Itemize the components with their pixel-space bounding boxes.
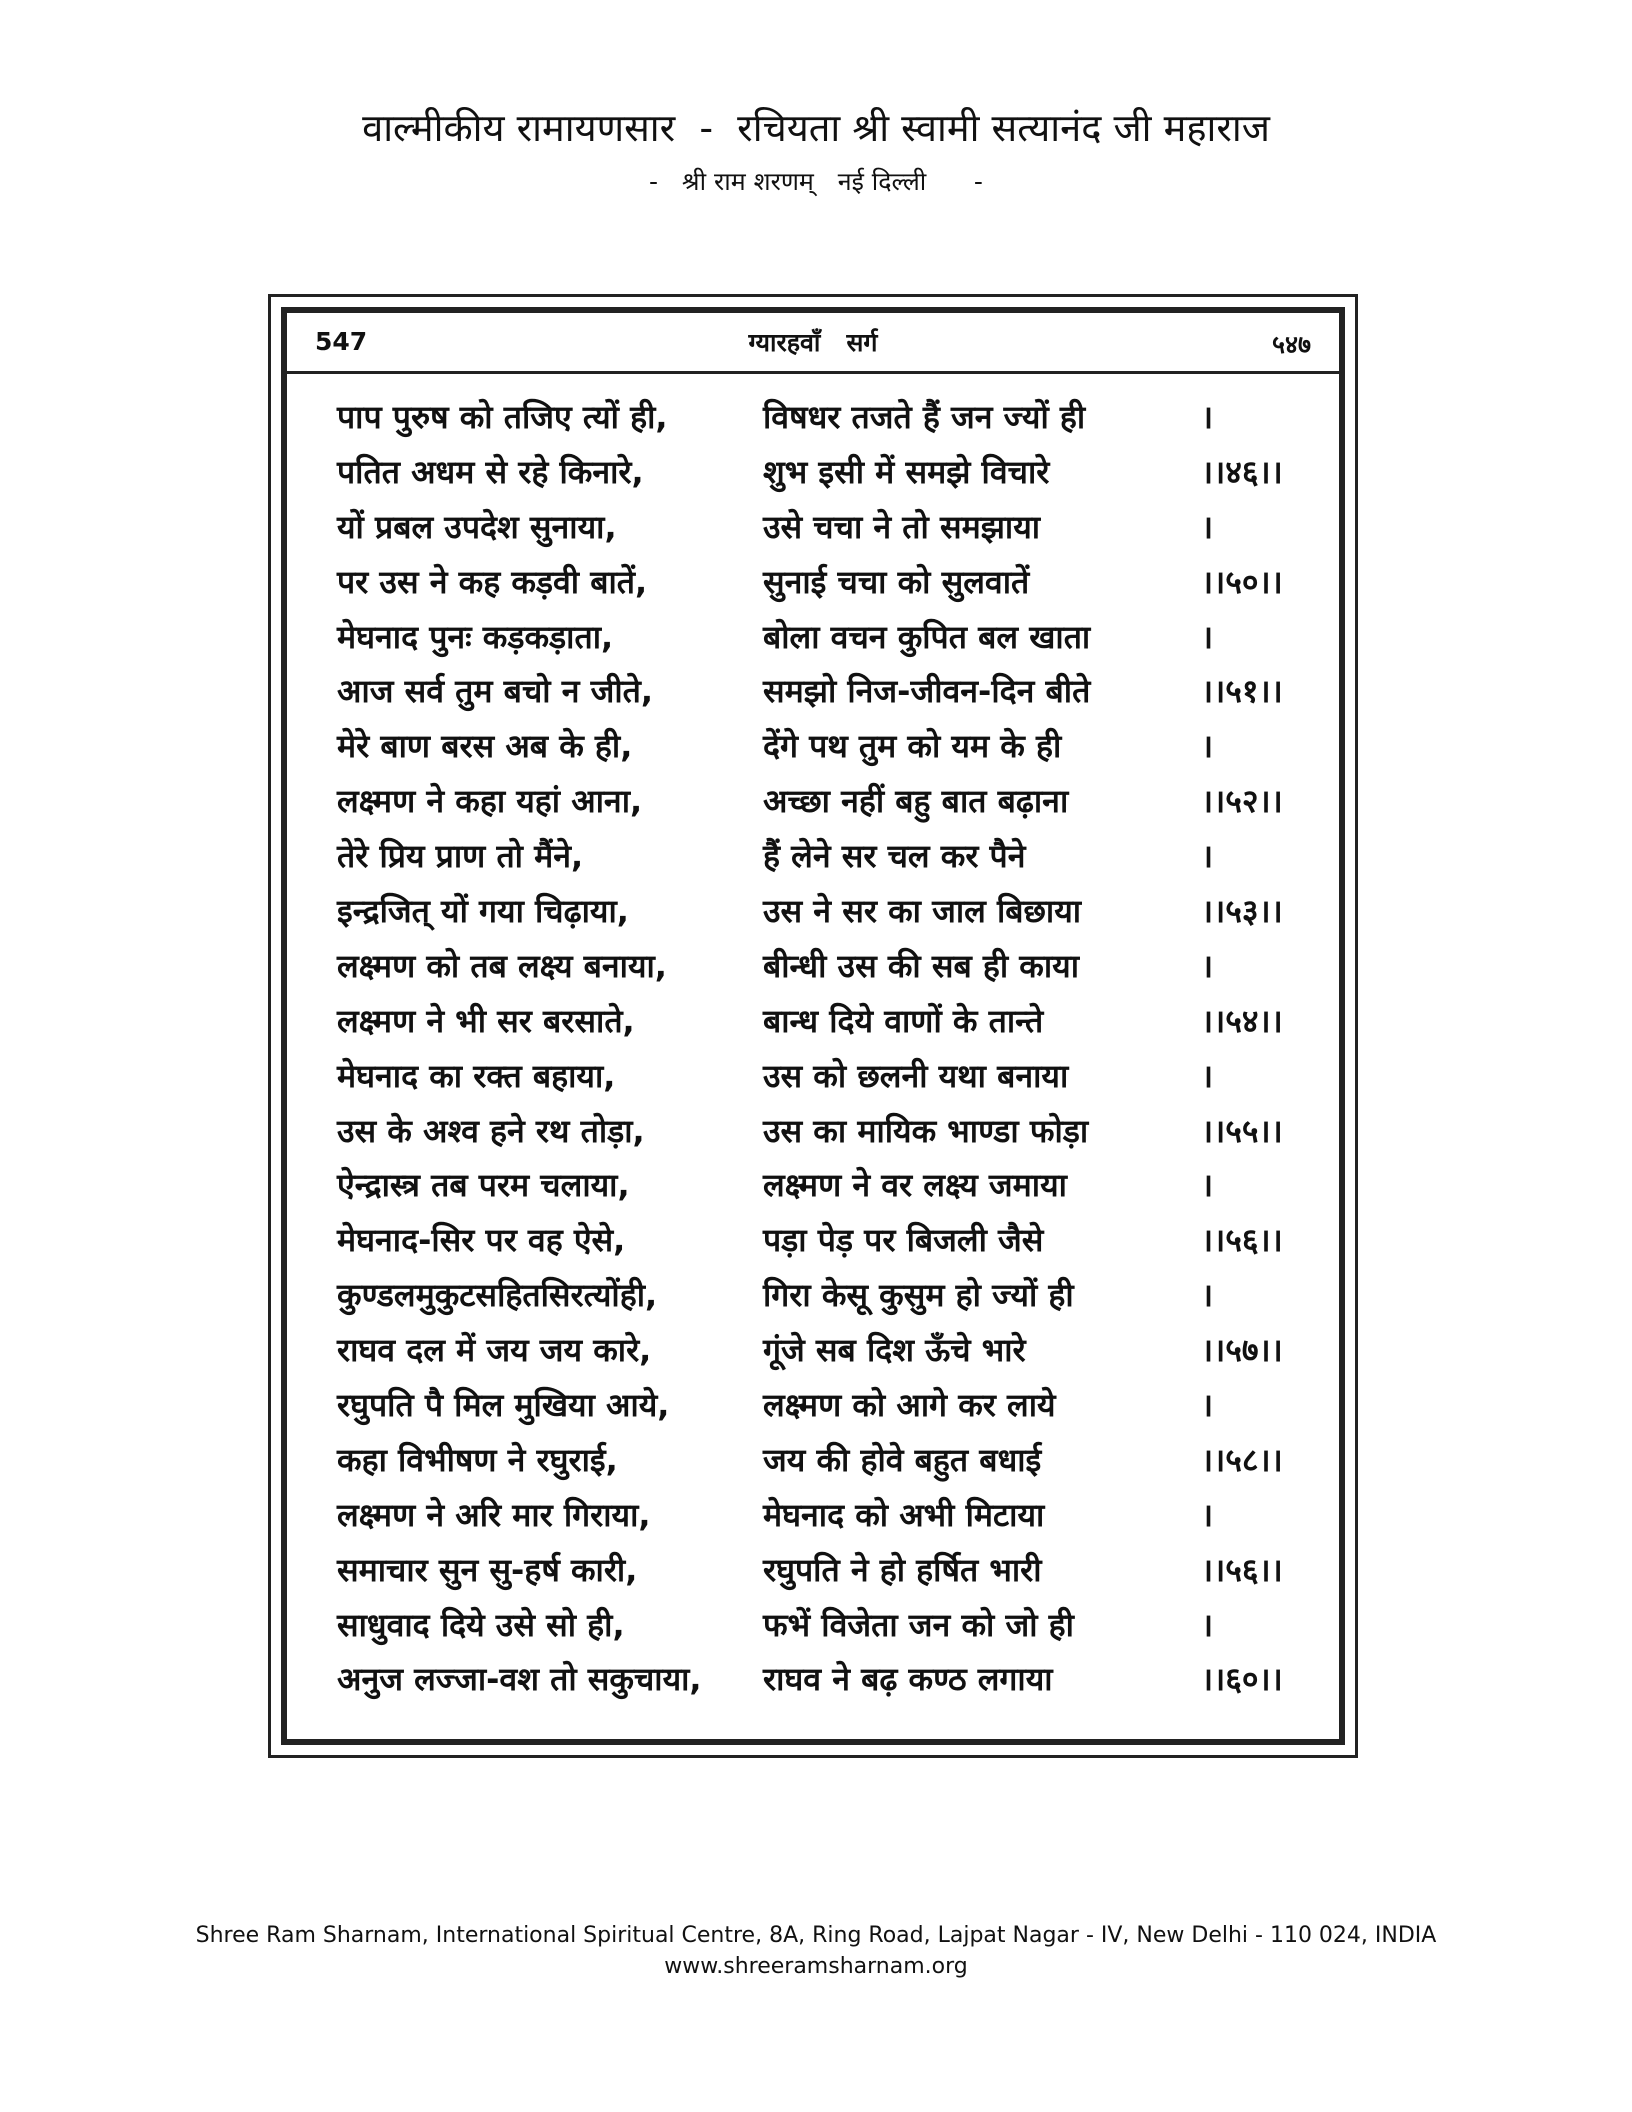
verse-marker: । [1201, 397, 1214, 436]
verse-line [337, 1651, 1333, 1706]
verse-line [337, 828, 1333, 883]
verse-marker: ।।५४।। [1201, 1001, 1283, 1040]
verse-first-half: लक्ष्मण ने भी सर बरसाते, [337, 1001, 635, 1040]
verse-line [337, 1157, 1333, 1212]
verse-first-half: लक्ष्मण ने अरि मार गिराया, [337, 1495, 651, 1534]
verse-marker: । [1201, 507, 1214, 546]
verse-line [337, 1542, 1333, 1597]
verse-marker: ।।४६।। [1201, 452, 1283, 491]
page-number-latin: 547 [315, 327, 368, 356]
verse-second-half: उसे चचा ने तो समझाया [763, 507, 1041, 546]
verse-first-half: आज सर्व तुम बचो न जीते, [337, 672, 654, 711]
page-frame [268, 294, 1358, 1758]
verse-second-half: गिरा केसू कुसुम हो ज्यों ही [763, 1276, 1074, 1315]
verse-marker: ।।५०।। [1201, 562, 1283, 601]
verse-second-half: लक्ष्मण ने वर लक्ष्य जमाया [763, 1166, 1067, 1205]
verse-marker: । [1201, 1056, 1214, 1095]
verse-first-half: राघव दल में जय जय कारे, [337, 1331, 652, 1370]
verse-marker: ।।५३।। [1201, 891, 1283, 930]
verse-first-half: लक्ष्मण ने कहा यहां आना, [337, 782, 643, 821]
verse-second-half: उस का मायिक भाण्डा फोड़ा [763, 1111, 1089, 1150]
verse-first-half: ऐन्द्रास्त्र तब परम चलाया, [337, 1166, 630, 1205]
verse-marker: । [1201, 1166, 1214, 1205]
verse-first-half: मेरे बाण बरस अब के ही, [337, 727, 633, 766]
verse-first-half: मेघनाद पुनः कड़कड़ाता, [337, 617, 614, 656]
chapter-header [287, 313, 1339, 374]
verse-second-half: फभें विजेता जन को जो ही [763, 1605, 1074, 1644]
verse-marker: । [1201, 727, 1214, 766]
verse-second-half: हैं लेने सर चल कर पैने [763, 837, 1026, 876]
verse-first-half: यों प्रबल उपदेश सुनाया, [337, 507, 617, 546]
verse-first-half: कुण्डलमुकुटसहितसिरत्योंही, [337, 1276, 658, 1315]
verse-second-half: मेघनाद को अभी मिटाया [763, 1495, 1045, 1534]
verse-line [337, 1103, 1333, 1158]
footer-website: www.shreeramsharnam.org [664, 1954, 968, 1979]
verse-marker: । [1201, 617, 1214, 656]
verse-marker: ।।५८।। [1201, 1440, 1283, 1479]
verse-line [337, 1267, 1333, 1322]
verse-line [337, 444, 1333, 499]
verse-second-half: बीन्धी उस की सब ही काया [763, 946, 1080, 985]
verse-line [337, 1597, 1333, 1652]
verse-second-half: जय की होवे बहुत बधाई [763, 1440, 1042, 1479]
verse-first-half: पाप पुरुष को तजिए त्यों ही, [337, 397, 668, 436]
verse-second-half: सुनाई चचा को सुलवातें [763, 562, 1030, 601]
document-subtitle: - श्री राम शरणम् नई दिल्ली - [649, 167, 983, 196]
verse-line [337, 773, 1333, 828]
verse-second-half: उस को छलनी यथा बनाया [763, 1056, 1069, 1095]
verse-second-half: विषधर तजते हैं जन ज्यों ही [763, 397, 1086, 436]
verse-first-half: कहा विभीषण ने रघुराई, [337, 1440, 618, 1479]
verse-first-half: पर उस ने कह कड़वी बातें, [337, 562, 648, 601]
verse-marker: । [1201, 1385, 1214, 1424]
verse-marker: । [1201, 837, 1214, 876]
verse-first-half: पतित अधम से रहे किनारे, [337, 452, 644, 491]
verse-first-half: रघुपति पै मिल मुखिया आये, [337, 1385, 670, 1424]
verse-first-half: समाचार सुन सु-हर्ष कारी, [337, 1550, 638, 1589]
verse-first-half: इन्द्रजित् यों गया चिढ़ाया, [337, 891, 629, 930]
verse-marker: ।।५७।। [1201, 1331, 1283, 1370]
verse-second-half: शुभ इसी में समझे विचारे [763, 452, 1050, 491]
verse-second-half: देंगे पथ तुम को यम के ही [763, 727, 1062, 766]
verse-second-half: अच्छा नहीं बहु बात बढ़ाना [763, 782, 1069, 821]
verse-first-half: साधुवाद दिये उसे सो ही, [337, 1605, 625, 1644]
verse-second-half: लक्ष्मण को आगे कर लाये [763, 1385, 1056, 1424]
verse-first-half: अनुज लज्जा-वश तो सकुचाया, [337, 1660, 702, 1699]
verse-list [337, 389, 1333, 1706]
chapter-title: ग्यारहवाँ सर्ग [748, 328, 878, 357]
verse-line [337, 938, 1333, 993]
verse-line [337, 1487, 1333, 1542]
verse-first-half: उस के अश्व हने रथ तोड़ा, [337, 1111, 645, 1150]
verse-line [337, 389, 1333, 444]
verse-marker: ।।५५।। [1201, 1111, 1283, 1150]
verse-line [337, 718, 1333, 773]
verse-second-half: गूंजे सब दिश ऊँचे भारे [763, 1331, 1026, 1370]
page-frame-inner [281, 307, 1345, 1745]
verse-line [337, 1212, 1333, 1267]
verse-second-half: बोला वचन कुपित बल खाता [763, 617, 1091, 656]
verse-marker: ।।५६।। [1201, 1221, 1283, 1260]
verse-marker: ।।५१।। [1201, 672, 1283, 711]
page-header [0, 100, 1632, 204]
verse-line [337, 554, 1333, 609]
verse-line [337, 499, 1333, 554]
verse-line [337, 1377, 1333, 1432]
verse-line [337, 609, 1333, 664]
verse-first-half: तेरे प्रिय प्राण तो मैंने, [337, 837, 584, 876]
verse-line [337, 1432, 1333, 1487]
verse-marker: । [1201, 946, 1214, 985]
page-number-devanagari: ५४७ [1271, 330, 1311, 359]
verse-marker: ।।६०।। [1201, 1660, 1283, 1699]
verse-second-half: समझो निज-जीवन-दिन बीते [763, 672, 1091, 711]
verse-second-half: पड़ा पेड़ पर बिजली जैसे [763, 1221, 1044, 1260]
page-footer [0, 1920, 1632, 1982]
verse-marker: । [1201, 1495, 1214, 1534]
verse-second-half: उस ने सर का जाल बिछाया [763, 891, 1082, 930]
verse-line [337, 993, 1333, 1048]
verse-first-half: मेघनाद का रक्त बहाया, [337, 1056, 616, 1095]
verse-line [337, 883, 1333, 938]
verse-line [337, 1048, 1333, 1103]
verse-second-half: रघुपति ने हो हर्षित भारी [763, 1550, 1042, 1589]
verse-marker: । [1201, 1605, 1214, 1644]
verse-marker: ।।५६।। [1201, 1550, 1283, 1589]
document-title: वाल्मीकीय रामायणसार - रचियता श्री स्वामी सत्यानंद जी महाराज [362, 106, 1270, 150]
verse-first-half: मेघनाद-सिर पर वह ऐसे, [337, 1221, 626, 1260]
verse-line [337, 663, 1333, 718]
verse-second-half: बान्ध दिये वाणों के तान्ते [763, 1001, 1044, 1040]
verse-first-half: लक्ष्मण को तब लक्ष्य बनाया, [337, 946, 667, 985]
verse-marker: ।।५२।। [1201, 782, 1283, 821]
footer-address: Shree Ram Sharnam, International Spiritual Centre, 8A, Ring Road, Lajpat Nagar - IV, New Delhi - 110 024, INDIA [195, 1923, 1437, 1948]
verse-second-half: राघव ने बढ़ कण्ठ लगाया [763, 1660, 1053, 1699]
verse-marker: । [1201, 1276, 1214, 1315]
verse-line [337, 1322, 1333, 1377]
